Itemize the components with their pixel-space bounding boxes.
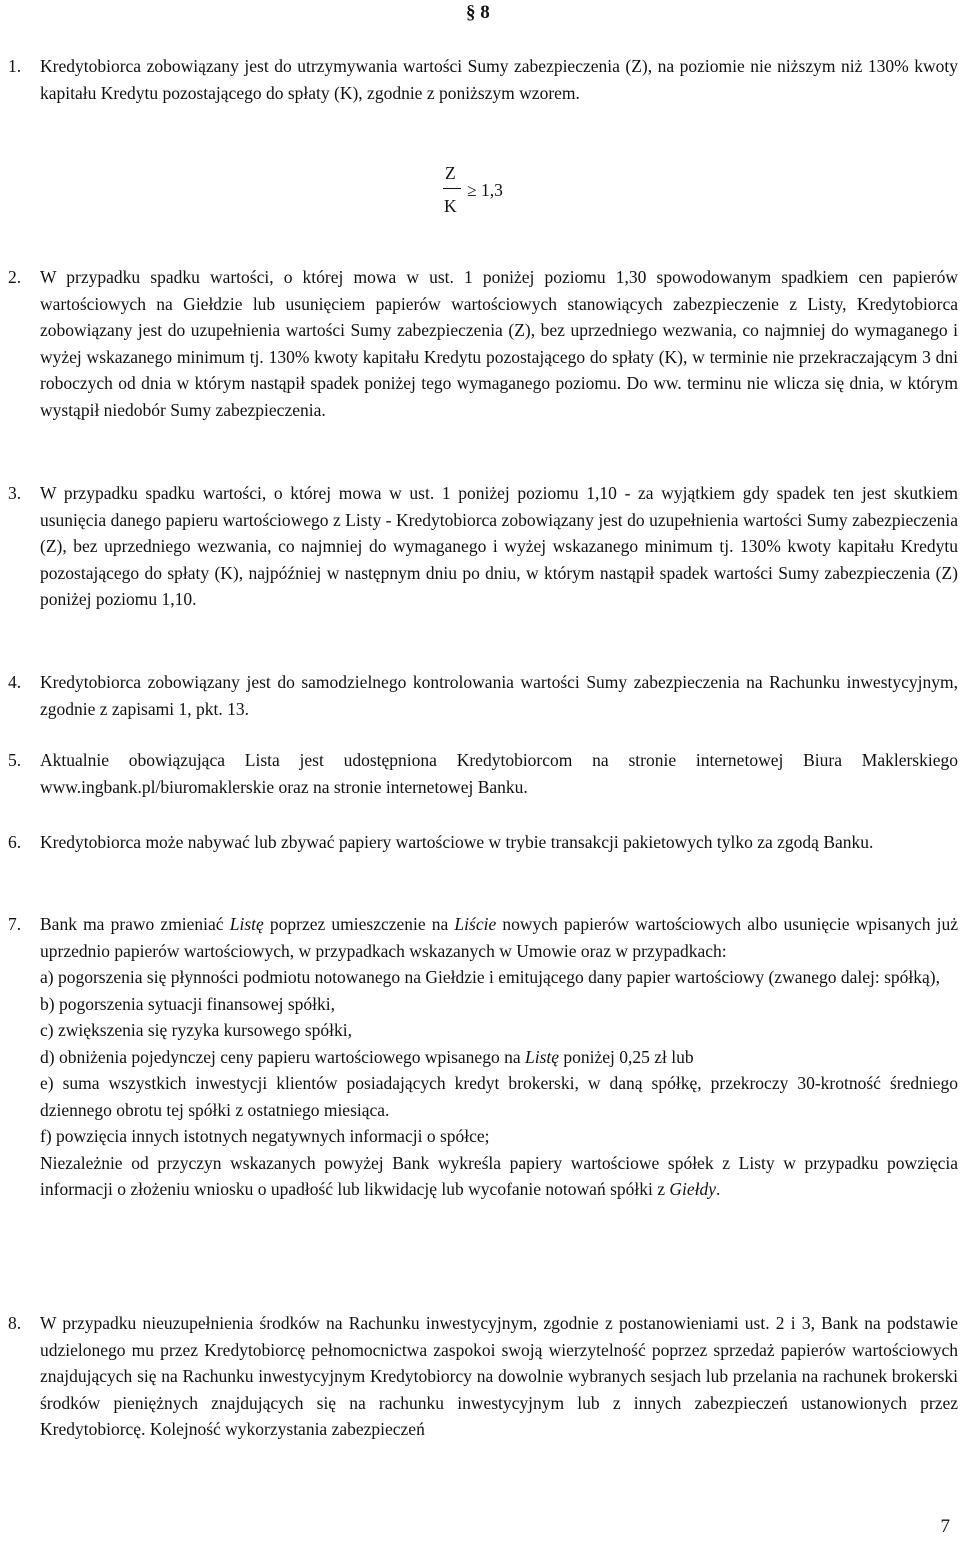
paragraph-intro (40, 911, 958, 964)
formula-relation: ≥ 1,3 (467, 180, 503, 200)
paragraph-7 (8, 911, 958, 1203)
page-number: 7 (940, 1516, 950, 1537)
intro-emphasis: Listę (229, 914, 264, 934)
intro-text: Bank ma prawo zmieniać (40, 914, 230, 934)
paragraph-text: Aktualnie obowiązująca Lista jest udostępniona Kredytobiorcom na stronie internetowej Biura Maklerskiego www.ingbank.pl/biuromaklerskie oraz na stronie internetowej Banku. (40, 750, 958, 797)
fraction-bar (443, 188, 461, 189)
closing-emphasis: Giełdy (669, 1179, 717, 1199)
paragraph-number: 1. (8, 56, 22, 76)
paragraph-number: 5. (8, 750, 22, 770)
paragraph-8 (8, 1310, 958, 1443)
case-a: a) pogorszenia się płynności podmiotu notowanego na Giełdzie i emitującego dany papier wartościowy (zwanego dalej: spółką), (40, 967, 941, 987)
paragraph-text: Kredytobiorca zobowiązany jest do samodzielnego kontrolowania wartości Sumy zabezpieczenia na Rachunku inwestycyjnym, zgodnie z zapisami 1, pkt. 13. (40, 672, 958, 719)
paragraph-4 (8, 669, 958, 722)
section-heading: § 8 (466, 2, 490, 23)
paragraph-number: 7. (8, 914, 22, 934)
paragraph-2 (8, 264, 958, 423)
closing-text: Niezależnie od przyczyn wskazanych powyżej Bank wykreśla papiery wartościowe spółek z Listy w przypadku powzięcia informacji o złożeniu wniosku o upadłość lub likwidację lub wycofanie notowań spółki z (40, 1152, 958, 1199)
paragraph-number: 6. (8, 832, 22, 852)
paragraph-3 (8, 480, 958, 613)
paragraph-number: 2. (8, 267, 22, 287)
formula-numerator: Z (445, 163, 456, 183)
case-d-text: poniżej 0,25 zł lub (559, 1046, 694, 1067)
case-d (40, 1044, 958, 1071)
case-d-emphasis: Listę (524, 1046, 560, 1067)
formula-denominator: K (444, 196, 457, 216)
paragraph-number: 3. (8, 483, 22, 503)
case-e: e) suma wszystkich inwestycji klientów posiadających kredyt brokerski, w daną spółkę, przekroczy 30-krotność średniego dziennego obrotu tej spółki z ostatniego miesiąca. (40, 1073, 958, 1120)
intro-text: nowych papierów wartościowych albo usunięcie wpisanych już uprzednio papierów wartościowych, w przypadkach wskazanych w Umowie oraz w przypadkach: (40, 914, 958, 961)
paragraph-text: Kredytobiorca zobowiązany jest do utrzymywania wartości Sumy zabezpieczenia (Z), na poziomie nie niższym niż 130% kwoty kapitału Kredytu pozostającego do spłaty (K), zgodnie z poniższym wzorem. (40, 56, 958, 103)
paragraph-text: W przypadku spadku wartości, o której mowa w ust. 1 poniżej poziomu 1,10 - za wyjątkiem gdy spadek ten jest skutkiem usunięcia danego papieru wartościowego z Listy - Kredytobiorca zobowiązany jest do uzupełnienia wartości Sumy zabezpieczenia (Z), bez uprzedniego wezwania, co najmniej do wymaganego i wyżej wskazanego minimum tj. 130% kwoty kapitału Kredytu pozostającego do spłaty (K), najpóźniej w następnym dniu po dniu, w którym nastąpił spadek wartości Sumy zabezpieczenia (Z) poniżej poziomu 1,10. (40, 483, 958, 609)
case-f: f) powzięcia innych istotnych negatywnych informacji o spółce; (40, 1126, 490, 1146)
paragraph-6 (8, 829, 958, 856)
case-c: c) zwiększenia się ryzyka kursowego spółki, (40, 1020, 352, 1040)
closing-text: . (716, 1179, 721, 1199)
paragraph-text: W przypadku nieuzupełnienia środków na Rachunku inwestycyjnym, zgodnie z postanowieniami ust. 2 i 3, Bank na podstawie udzielonego mu przez Kredytobiorcę pełnomocnictwa zaspokoi swoją wierzytelność poprzez sprzedaż papierów wartościowych znajdujących się na Rachunku inwestycyjnym Kredytobiorcy na dowolnie wybranych sesjach lub przelania na rachunek brokerski środków pieniężnych znajdujących się na rachunku inwestycyjnym lub z innych zabezpieczeń ustanowionych przez Kredytobiorcę. Kolejność wykorzystania zabezpieczeń (40, 1313, 958, 1439)
closing-paragraph (40, 1150, 958, 1203)
paragraph-number: 4. (8, 672, 22, 692)
case-b: b) pogorszenia sytuacji finansowej spółki, (40, 993, 336, 1014)
paragraph-text: Kredytobiorca może nabywać lub zbywać papiery wartościowe w trybie transakcji pakietowych tylko za zgodą Banku. (40, 832, 874, 852)
paragraph-1 (8, 53, 958, 106)
intro-emphasis: Liście (454, 914, 497, 934)
paragraph-text: W przypadku spadku wartości, o której mowa w ust. 1 poniżej poziomu 1,30 spowodowanym spadkiem cen papierów wartościowych na Giełdzie lub usunięciem papierów wartościowych stanowiących zabezpieczenie z Listy, Kredytobiorca zobowiązany jest do uzupełnienia wartości Sumy zabezpieczenia (Z), bez uprzedniego wezwania, co najmniej do wymaganego i wyżej wskazanego minimum tj. 130% kwoty kapitału Kredytu pozostającego do spłaty (K), w terminie nie przekraczającym 3 dni roboczych od dnia w którym nastąpił spadek poniżej tego wymaganego poziomu. Do ww. terminu nie wlicza się dnia, w którym wystąpił niedobór Sumy zabezpieczenia. (40, 267, 958, 420)
case-d-text: d) obniżenia pojedynczej ceny papieru wartościowego wpisanego na (40, 1046, 525, 1067)
paragraph-number: 8. (8, 1313, 22, 1333)
intro-text: poprzez umieszczenie na (263, 914, 455, 934)
paragraph-5 (8, 747, 958, 800)
ratio-formula (443, 160, 533, 224)
